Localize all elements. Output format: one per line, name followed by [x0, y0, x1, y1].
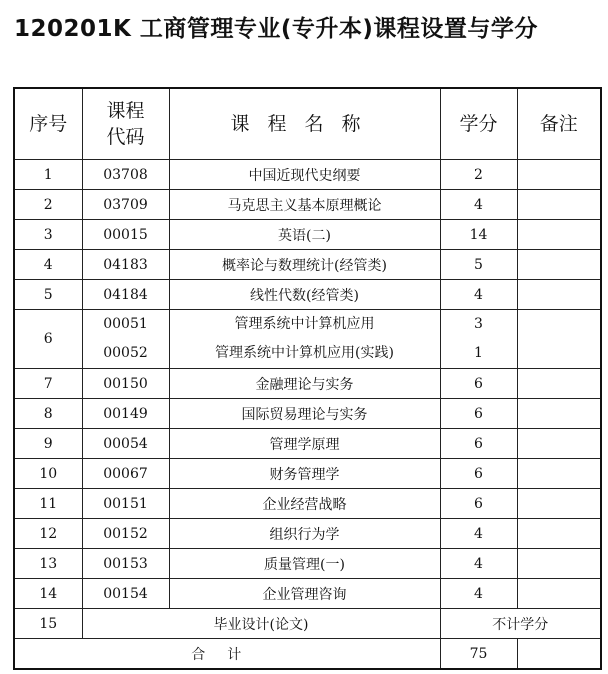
row-note — [517, 280, 601, 310]
row-credit: 4 — [440, 519, 517, 549]
row-name: 金融理论与实务 — [169, 369, 440, 399]
thesis-name: 毕业设计(论文) — [82, 609, 440, 639]
row-name: 质量管理(一) — [169, 549, 440, 579]
row-seq: 11 — [14, 489, 82, 519]
row-credit: 6 — [440, 399, 517, 429]
row-credit: 6 — [440, 489, 517, 519]
row-credit: 4 — [440, 579, 517, 609]
row-code: 00149 — [82, 399, 169, 429]
row-code: 03708 — [82, 160, 169, 190]
row-code: 00151 — [82, 489, 169, 519]
table-row — [14, 519, 601, 549]
row-name-pair — [169, 310, 440, 369]
row-code: 03709 — [82, 190, 169, 220]
row-name: 中国近现代史纲要 — [169, 160, 440, 190]
row-name: 马克思主义基本原理概论 — [169, 190, 440, 220]
row-note — [517, 369, 601, 399]
page-title: 120201K 工商管理专业(专升本)课程设置与学分 — [14, 16, 538, 42]
row-code: 00153 — [82, 549, 169, 579]
row-seq: 3 — [14, 220, 82, 250]
total-credit: 75 — [440, 639, 517, 670]
row-code: 00054 — [82, 429, 169, 459]
row-seq: 6 — [14, 310, 82, 369]
row-seq: 13 — [14, 549, 82, 579]
thesis-credit: 不计学分 — [440, 609, 601, 639]
row-code: 00051 — [103, 316, 148, 332]
row-credit: 6 — [440, 459, 517, 489]
row-note — [517, 489, 601, 519]
row-note — [517, 310, 601, 369]
row-seq: 14 — [14, 579, 82, 609]
row-code: 00150 — [82, 369, 169, 399]
row-note — [517, 220, 601, 250]
row-credit: 2 — [440, 160, 517, 190]
table-row — [14, 190, 601, 220]
row-credit: 6 — [440, 429, 517, 459]
row-code: 00152 — [82, 519, 169, 549]
table-row — [14, 459, 601, 489]
row-seq: 2 — [14, 190, 82, 220]
header-code-line1: 课程 — [106, 100, 145, 122]
header-code — [82, 88, 169, 160]
row-credit: 1 — [474, 345, 483, 361]
table-row — [14, 280, 601, 310]
row-seq: 12 — [14, 519, 82, 549]
row-credit: 5 — [440, 250, 517, 280]
row-credit: 4 — [440, 190, 517, 220]
row-credit: 4 — [440, 549, 517, 579]
row-name: 英语(二) — [169, 220, 440, 250]
table-row — [14, 220, 601, 250]
table-row — [14, 369, 601, 399]
row-note — [517, 579, 601, 609]
row-note — [517, 459, 601, 489]
thesis-row — [14, 609, 601, 639]
total-note — [517, 639, 601, 670]
row-seq: 10 — [14, 459, 82, 489]
row-code: 00052 — [103, 345, 148, 361]
row-credit: 4 — [440, 280, 517, 310]
row-name: 组织行为学 — [169, 519, 440, 549]
row-credit-pair — [440, 310, 517, 369]
row-name: 国际贸易理论与实务 — [169, 399, 440, 429]
header-name: 课程名称 — [169, 88, 440, 160]
header-row — [14, 88, 601, 160]
row-code: 00067 — [82, 459, 169, 489]
row-name: 企业经营战略 — [169, 489, 440, 519]
row-code-pair — [82, 310, 169, 369]
row-note — [517, 399, 601, 429]
row-note — [517, 250, 601, 280]
row-note — [517, 190, 601, 220]
table-row — [14, 310, 601, 369]
row-name: 财务管理学 — [169, 459, 440, 489]
row-name: 企业管理咨询 — [169, 579, 440, 609]
row-name: 概率论与数理统计(经管类) — [169, 250, 440, 280]
row-seq: 7 — [14, 369, 82, 399]
header-seq: 序号 — [14, 88, 82, 160]
row-code: 00015 — [82, 220, 169, 250]
row-name: 线性代数(经管类) — [169, 280, 440, 310]
row-note — [517, 519, 601, 549]
row-code: 04183 — [82, 250, 169, 280]
table-row — [14, 579, 601, 609]
total-row — [14, 639, 601, 670]
row-credit: 3 — [474, 316, 483, 332]
row-note — [517, 549, 601, 579]
row-credit: 6 — [440, 369, 517, 399]
row-seq: 4 — [14, 250, 82, 280]
total-label: 合计 — [14, 639, 440, 670]
row-code: 04184 — [82, 280, 169, 310]
row-note — [517, 160, 601, 190]
table-row — [14, 250, 601, 280]
row-name: 管理系统中计算机应用(实践) — [215, 345, 394, 361]
row-seq: 5 — [14, 280, 82, 310]
row-note — [517, 429, 601, 459]
header-code-line2: 代码 — [106, 126, 145, 148]
table-row — [14, 160, 601, 190]
table-row — [14, 399, 601, 429]
row-seq: 9 — [14, 429, 82, 459]
row-name: 管理学原理 — [169, 429, 440, 459]
table-row — [14, 549, 601, 579]
table-row — [14, 429, 601, 459]
row-credit: 14 — [440, 220, 517, 250]
row-seq: 8 — [14, 399, 82, 429]
table-row — [14, 489, 601, 519]
header-note: 备注 — [517, 88, 601, 160]
row-name: 管理系统中计算机应用 — [234, 316, 375, 332]
thesis-seq: 15 — [14, 609, 82, 639]
course-table — [13, 87, 602, 670]
row-seq: 1 — [14, 160, 82, 190]
header-credit: 学分 — [440, 88, 517, 160]
row-code: 00154 — [82, 579, 169, 609]
